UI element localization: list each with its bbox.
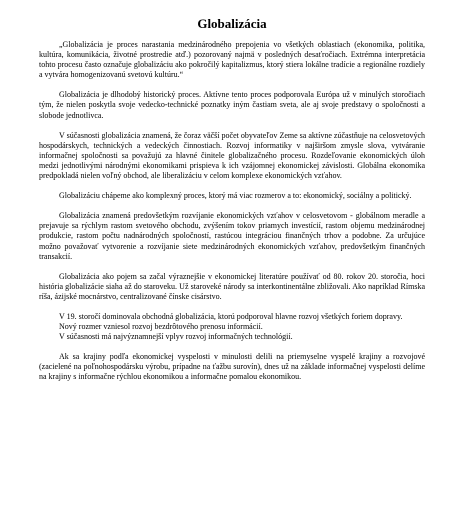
paragraph-concept: Globalizácia ako pojem sa začal výraznejšie v ekonomickej literatúre používať od 80. rokov 20. storočia, hoci história globalizácie siaha až do staroveku. Už staroveké národy sa interkontinentálne zbližovali. Ako napríklad Rímska ríša, ázijské mocnárstvo, centralizované čínske cisárstvo. xyxy=(39,271,425,301)
paragraph-economic-relations: Globalizácia znamená predovšetkým rozvíjanie ekonomických vzťahov v celosvetovom - globálnom meradle a prejavuje sa rýchlym rastom svetového obchodu, zvýšením tokov priamych investícií, rastom objemu medzinárodnej produkcie, rastom počtu nadnárodných spoločností, rastúcou integráciou finančných trhov a podobne. Za určujúce možno považovať vytvorenie a rozvíjanie siete medzinárodných ekonomických vzťahov, predovšetkým finančných transakcií. xyxy=(39,211,425,261)
document-title: Globalizácia xyxy=(197,16,267,31)
paragraph-present: V súčasnosti globalizácia znamená, že čoraz väčší počet obyvateľov Zeme sa aktívne zúčastňuje na celosvetových hospodárskych, technických a vedeckých činnostiach. Rozvoj informatiky v najširšom zmysle slova, vytváranie informačnej spoločnosti sa považujú za hlavné činitele globalizačného procesu. Rozdeľovanie ekonomických úloh medzi jednotlivými národnými ekonomikami prispieva k ich vzájomnej ekonomickej závislosti. Globálna ekonomika predpokladá nielen voľný obchod, ale liberalizáciu v celom komplexe ekonomických vzťahov. xyxy=(39,130,425,181)
line-it: V súčasnosti má najvýznamnejší vplyv rozvoj informačných technológií. xyxy=(59,332,293,342)
paragraph-definition: „Globalizácia je proces narastania medzinárodného prepojenia vo všetkých oblastiach (ekonomika, politika, kultúra, komunikácia, životné prostredie atď.) pozorovaný najmä v posledných desaťročiach. Extrémna interpretácia tohto procesu často označuje globalizáciu ako pokročilý kapitalizmus, ktorý stiera lokálne tradície a regionálne rozdiely a vytvára homogenizovanú svetovú kultúru.“ xyxy=(39,40,425,80)
paragraph-19th-century: V 19. storočí dominovala obchodná globalizácia, ktorú podporoval hlavne rozvoj všetkých foriem dopravy. xyxy=(59,311,403,321)
paragraph-history: Globalizácia je dlhodobý historický proces. Aktívne tento proces podporovala Európa už v minulých storočiach tým, že nielen poskytla svoje vedecko-technické poznatky iným častiam sveta, ale aj svoje predstavy o spoločnosti a slobode jednotlivca. xyxy=(39,90,425,120)
paragraph-countries: Ak sa krajiny podľa ekonomickej vyspelosti v minulosti delili na priemyselne vyspelé krajiny a rozvojové (zacielené na poľnohospodársku výrobu, prípadne na ťažbu surovín), dnes už na základe informačnej vyspelosti delíme na krajiny s informačne rýchlou ekonomikou a informačne pomalou ekonomikou. xyxy=(39,352,425,382)
paragraph-complex-process: Globalizáciu chápeme ako komplexný proces, ktorý má viac rozmerov a to: ekonomický, sociálny a politický. xyxy=(59,191,412,201)
line-wireless: Nový rozmer vzniesol rozvoj bezdrôtového prenosu informácií. xyxy=(59,322,263,332)
